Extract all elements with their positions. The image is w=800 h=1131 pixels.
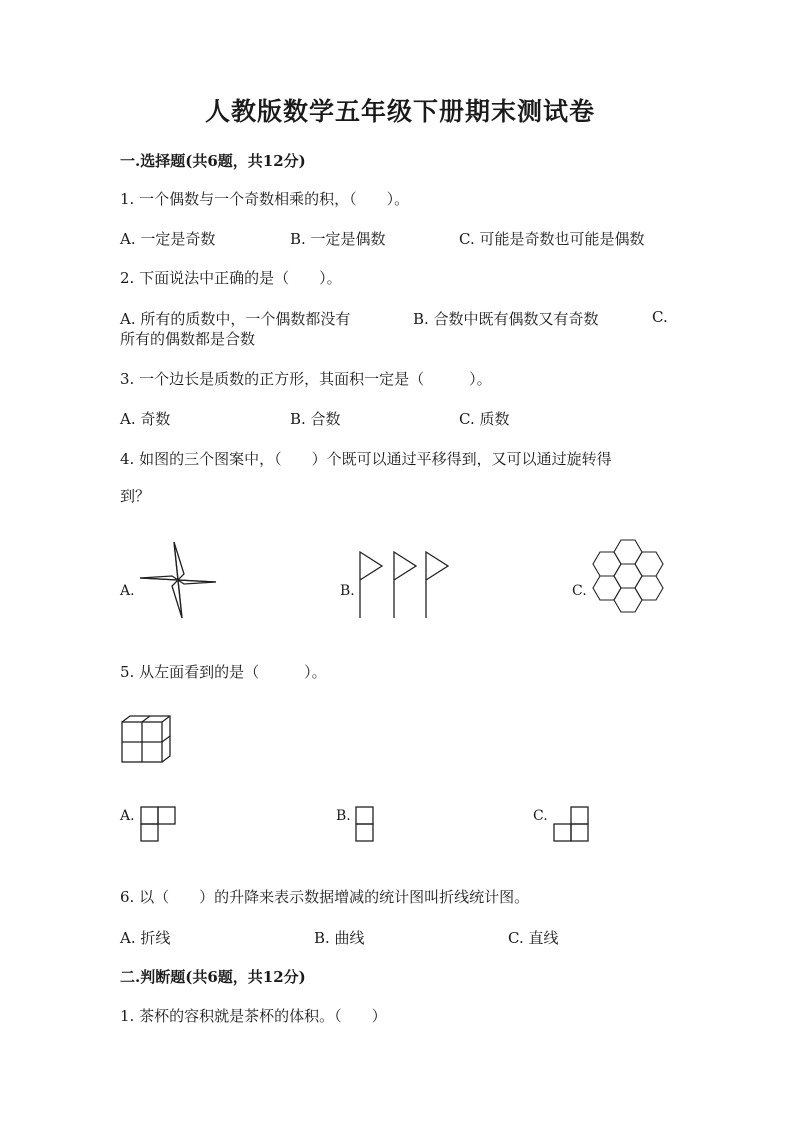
option-1-1-b: B. 一定是偶数 [290,230,386,248]
option-1-4-b-label: B. [340,583,355,599]
page-title: 人教版数学五年级下册期末测试卷 [204,97,595,126]
section-1-heading: 一.选择题(共6题，共12分) [120,152,306,170]
question-1-5: 5. 从左面看到的是（ ）。 [120,663,327,681]
option-1-1-c: C. 可能是奇数也可能是偶数 [459,230,645,248]
pinwheel-figure [136,540,220,620]
question-1-3: 3. 一个边长是质数的正方形，其面积一定是（ ）。 [120,370,492,388]
option-1-3-a: A. 奇数 [120,410,171,428]
option-1-3-c: C. 质数 [459,410,510,428]
question-1-2: 2. 下面说法中正确的是（ ）。 [120,269,342,287]
option-1-1-a: A. 一定是奇数 [120,230,216,248]
question-1-6: 6. 以（ ）的升降来表示数据增减的统计图叫折线统计图。 [120,888,530,906]
hexagon-flower-figure [590,538,668,618]
view-option-c-figure [553,806,589,842]
question-1-4-line2: 到？ [120,487,151,505]
option-1-6-b: B. 曲线 [314,929,365,947]
option-1-4-a-label: A. [120,583,135,599]
question-1-1: 1. 一个偶数与一个奇数相乘的积，（ ）。 [120,190,410,208]
option-1-5-a-label: A. [120,808,135,824]
three-flags-figure [356,550,452,618]
question-2-1: 1. 茶杯的容积就是茶杯的体积。（ ） [120,1007,387,1025]
option-1-4-c-label: C. [572,583,587,599]
section-2-heading: 二.判断题(共6题，共12分) [120,968,306,986]
option-1-3-b: B. 合数 [290,410,341,428]
view-option-a-figure [140,806,176,842]
option-1-6-c: C. 直线 [508,929,559,947]
option-1-2-c-label: C. [652,308,668,326]
option-1-5-b-label: B. [336,808,351,824]
option-1-5-c-label: C. [533,808,548,824]
view-option-b-figure [355,806,375,842]
cube-stack-figure [120,714,172,766]
option-1-2-c-text: 所有的偶数都是合数 [120,330,256,348]
option-1-2-b: B. 合数中既有偶数又有奇数 [413,310,599,328]
question-1-4-line1: 4. 如图的三个图案中，（ ）个既可以通过平移得到，又可以通过旋转得 [120,450,612,468]
option-1-6-a: A. 折线 [120,929,171,947]
option-1-2-a: A. 所有的质数中，一个偶数都没有 [120,310,351,328]
